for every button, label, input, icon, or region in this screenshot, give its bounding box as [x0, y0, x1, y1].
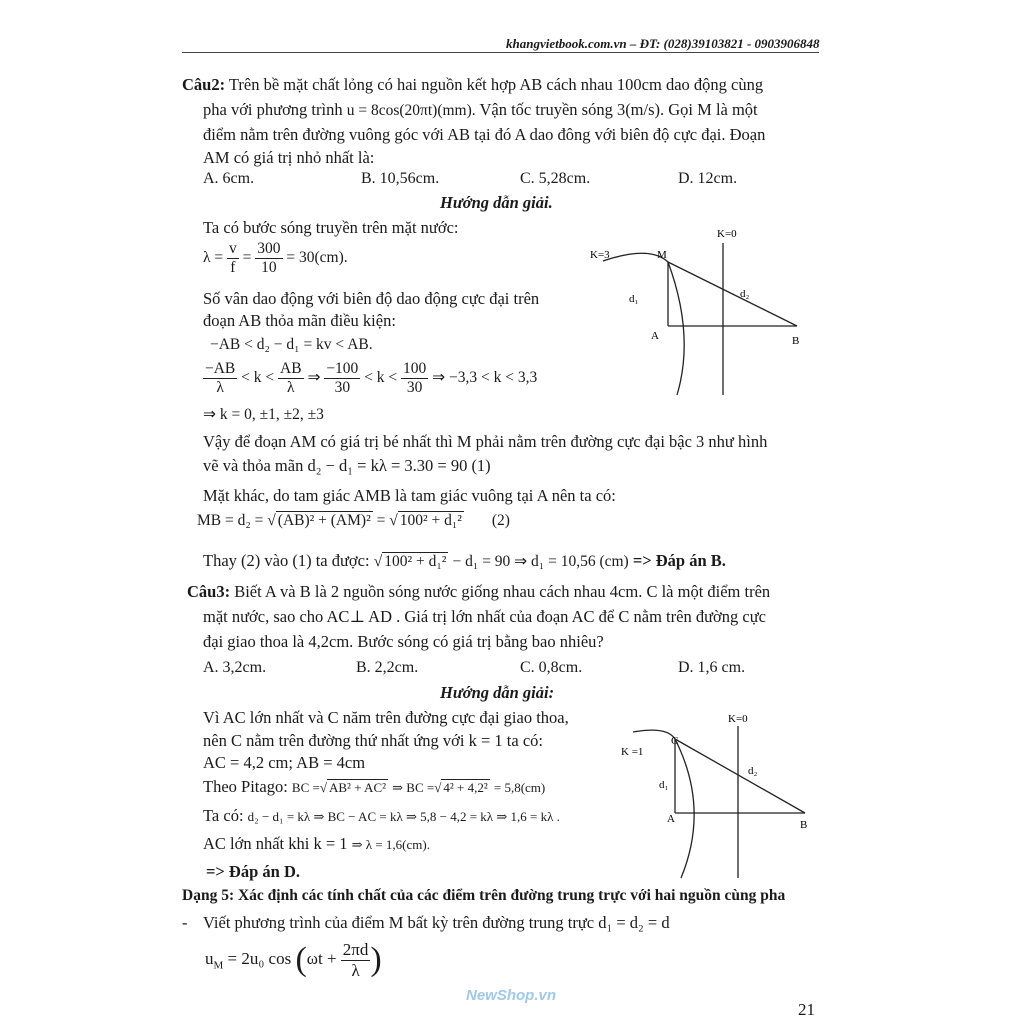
q2-inequality1: −AB < d₂ − d₁ = kv < AB.	[210, 336, 373, 353]
hyperbola-k3	[603, 253, 684, 395]
sqrt-radicand: 4² + 4,2²	[443, 780, 488, 795]
q2-step3: đoạn AB thỏa mãn điều kiện:	[203, 311, 396, 330]
frac-num: 100	[403, 360, 427, 377]
sqrt-sign: √	[434, 780, 442, 795]
sqrt-sign: √	[389, 512, 398, 529]
ta-co-label: Ta có:	[203, 806, 244, 825]
label-a: A	[667, 813, 675, 825]
amplitude-cos: = 2u₀ cos	[227, 948, 292, 968]
frac-num: −AB	[205, 360, 236, 377]
q2-label: Câu2:	[182, 75, 226, 94]
u-subscript: M	[213, 959, 224, 972]
d1-result: − d₁ = 90 ⇒ d₁ = 10,56 (cm)	[452, 553, 629, 570]
header-rule	[182, 52, 819, 53]
omega-t: ωt +	[306, 948, 337, 968]
mb-label: MB = d₂ =	[197, 512, 264, 529]
q2-step6: Mặt khác, do tam giác AMB là tam giác vuông tại A nên ta có:	[203, 486, 616, 505]
um-equation	[205, 940, 382, 980]
sqrt-sign: √	[319, 780, 327, 795]
q2-k-values: ⇒ k = 0, ±1, ±2, ±3	[203, 406, 324, 423]
bc-result: = 5,8(cm)	[493, 780, 546, 795]
bc-label: BC =	[291, 780, 320, 795]
frac-den: 10	[261, 258, 277, 276]
q3-text1: Biết A và B là 2 nguồn sóng nước giống nhau cách nhau 4cm. C là một điểm trên	[234, 582, 771, 601]
page-number: 21	[798, 1000, 815, 1019]
label-k1: K =1	[621, 746, 644, 758]
label-d1: d₁	[659, 779, 669, 791]
sqrt-sign: √	[267, 512, 276, 529]
path-difference-chain: d₂ − d₁ = kλ ⇒ BC − AC = kλ ⇒ 5,8 − 4,2 = kλ ⇒ 1,6 = kλ .	[247, 809, 560, 824]
left-paren: (	[295, 941, 307, 979]
ineq-mid: < k <	[364, 368, 398, 386]
label-c: C	[671, 735, 679, 747]
equals: =	[242, 248, 252, 266]
q2-line1	[182, 75, 763, 95]
q2-step4: Vậy để đoạn AM có giá trị bé nhất thì M phải nằm trên đường cực đại bậc 3 như hình	[203, 432, 768, 451]
dang5-line: Viết phương trình của điểm M bất kỳ trên đường trung trực d₁ = d₂ = d	[203, 913, 670, 932]
label-b: B	[792, 335, 800, 347]
lambda-result: ⇒ λ = 1,6(cm).	[351, 837, 430, 852]
q3-step5	[203, 806, 560, 826]
sqrt-radicand: (AB)² + (AM)²	[277, 512, 371, 529]
q3-line2: mặt nước, sao cho AC⊥ AD . Giá trị lớn nhất của đoạn AC để C nằm trên đường cực	[203, 607, 766, 626]
frac-num: v	[229, 240, 237, 257]
q2-step2: Số vân dao động với biên độ dao động cực đại trên	[203, 289, 540, 308]
q3-guide-heading: Hướng dẫn giải:	[440, 683, 555, 702]
300-over-10	[255, 240, 282, 277]
frac-den: 30	[334, 378, 351, 396]
q2-step1: Ta có bước sóng truyền trên mặt nước:	[203, 218, 459, 237]
frac-100-30	[401, 360, 428, 397]
q2-lambda-formula	[203, 240, 348, 277]
q2-diagram	[585, 225, 810, 405]
q3-option-a: A. 3,2cm.	[203, 659, 267, 676]
q2-text2b: Vận tốc truyền sóng 3(m/s). Gọi M là một	[479, 100, 758, 119]
pitago-label: Theo Pitago:	[203, 777, 288, 796]
right-paren: )	[370, 941, 382, 979]
frac-ab-lambda	[278, 360, 304, 397]
q2-text2a: pha với phương trình	[203, 100, 343, 119]
frac-num: 300	[257, 240, 281, 257]
q3-diagram	[615, 708, 820, 880]
sqrt-radicand: 100² + d₁²	[399, 512, 462, 529]
frac-den: λ	[216, 378, 224, 396]
segment-mb	[668, 262, 797, 326]
q2-mb-formula	[197, 512, 510, 530]
ineq-mid: < k <	[241, 368, 275, 386]
frac-neg100-30	[324, 360, 360, 397]
q3-option-d: D. 1,6 cm.	[678, 659, 746, 676]
q2-text1: Trên bề mặt chất lỏng có hai nguồn kết hợp AB cách nhau 100cm dao động cùng	[228, 75, 764, 94]
ineq-result: ⇒ −3,3 < k < 3,3	[432, 368, 538, 386]
q2-option-a: A. 6cm.	[203, 170, 255, 187]
q2-line3: điểm nằm trên đường vuông góc với AB tại đó A dao đông với biên độ cực đại. Đoạn	[203, 125, 766, 144]
label-d2: d₂	[740, 288, 750, 300]
sqrt-radicand: AB² + AC²	[328, 780, 387, 795]
segment-cb	[675, 739, 805, 813]
q3-step1: Vì AC lớn nhất và C năm trên đường cực đại giao thoa,	[203, 708, 569, 727]
q3-answer: => Đáp án D.	[206, 862, 300, 881]
page-header: khangvietbook.com.vn – ĐT: (028)39103821 - 0903906848	[506, 36, 820, 51]
substitute-text: Thay (2) vào (1) ta được:	[203, 551, 370, 570]
dang5-bullet: -	[182, 913, 188, 932]
label-k0: K=0	[728, 713, 748, 725]
v-over-f	[227, 240, 239, 277]
q2-step7	[203, 551, 726, 571]
frac-den: f	[230, 258, 236, 276]
u-symbol: u	[205, 948, 214, 968]
q3-step2: nên C nằm trên đường thứ nhất ứng với k = 1 ta có:	[203, 731, 543, 750]
frac-num: −100	[326, 360, 359, 377]
equation-tag: (2)	[491, 512, 510, 529]
phase-fraction	[341, 940, 371, 980]
label-b: B	[800, 819, 808, 831]
frac-num: AB	[280, 360, 302, 377]
implies-bc: ⇒ BC =	[392, 780, 435, 795]
q2-step5: vẽ và thỏa mãn d₂ − d₁ = kλ = 3.30 = 90 (1)	[203, 456, 491, 475]
label-k3: K=3	[590, 249, 610, 261]
sqrt-radicand: 100² + d₁²	[384, 553, 447, 570]
q2-line2	[203, 100, 758, 120]
frac-den: λ	[351, 960, 360, 980]
lambda-symbol: λ =	[203, 248, 224, 266]
q3-step4	[203, 777, 545, 797]
frac-den: 30	[406, 378, 423, 396]
q2-option-d: D. 12cm.	[678, 170, 738, 187]
q3-step6	[203, 834, 430, 854]
label-k0: K=0	[717, 228, 737, 240]
q3-option-b: B. 2,2cm.	[356, 659, 419, 676]
frac-num: 2πd	[342, 940, 369, 959]
q3-option-c: C. 0,8cm.	[520, 659, 583, 676]
newshop-watermark: NewShop.vn	[466, 987, 557, 1004]
section-dang5-title: Dạng 5: Xác định các tính chất của các điểm trên đường trung trực với hai nguồn cùng pha	[182, 887, 786, 904]
label-d2: d₂	[748, 765, 758, 777]
q3-line3: đại giao thoa là 4,2cm. Bước sóng có giá trị bằng bao nhiêu?	[203, 632, 604, 651]
lambda-result: = 30(cm).	[286, 248, 348, 266]
q2-option-c: C. 5,28cm.	[520, 170, 591, 187]
q3-line1	[187, 582, 770, 602]
q2-inequality2	[203, 360, 537, 397]
q2-guide-heading: Hướng dẫn giải.	[440, 193, 553, 212]
frac-den: λ	[287, 378, 295, 396]
label-m: M	[657, 249, 667, 261]
q3-step3: AC = 4,2 cm; AB = 4cm	[203, 753, 366, 772]
label-d1: d₁	[629, 293, 639, 305]
q2-line4: AM có giá trị nhỏ nhất là:	[203, 148, 375, 167]
q2-equation: u = 8cos(20πt)(mm).	[346, 102, 476, 119]
equals: =	[376, 512, 386, 529]
q2-answer: => Đáp án B.	[632, 551, 726, 570]
frac-neg-ab-lambda	[203, 360, 237, 397]
q3-label: Câu3:	[187, 582, 231, 601]
label-a: A	[651, 330, 659, 342]
ac-max-text: AC lớn nhất khi k = 1	[203, 834, 348, 853]
q2-option-b: B. 10,56cm.	[361, 170, 440, 187]
sqrt-sign: √	[373, 553, 383, 570]
implies: ⇒	[307, 368, 321, 386]
